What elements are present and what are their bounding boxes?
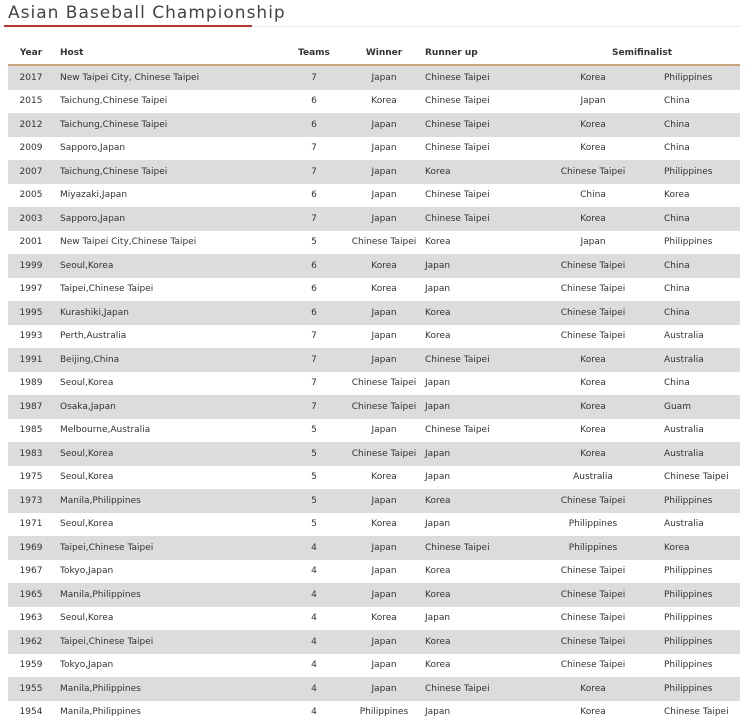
cell-host: Manila,Philippines: [54, 701, 279, 725]
table-row: [8, 90, 740, 114]
cell-semifinalist-1: Philippines: [544, 536, 642, 560]
cell-winner: Japan: [349, 325, 419, 349]
table-row: [8, 160, 740, 184]
header-host: Host: [54, 41, 279, 65]
cell-semifinalist-1: Chinese Taipei: [544, 607, 642, 631]
cell-winner: Korea: [349, 278, 419, 302]
cell-year: 2017: [8, 65, 54, 90]
cell-semifinalist-1: Australia: [544, 466, 642, 490]
cell-host: Sapporo,Japan: [54, 137, 279, 161]
cell-runner-up: Chinese Taipei: [419, 348, 544, 372]
header-row: [8, 41, 740, 65]
table-header: [8, 41, 740, 65]
cell-winner: Korea: [349, 607, 419, 631]
cell-teams: 7: [279, 372, 349, 396]
cell-semifinalist-2: China: [642, 207, 740, 231]
cell-semifinalist-2: Korea: [642, 536, 740, 560]
page-title: Asian Baseball Championship: [8, 3, 286, 23]
cell-teams: 5: [279, 466, 349, 490]
cell-teams: 4: [279, 560, 349, 584]
cell-semifinalist-1: Chinese Taipei: [544, 583, 642, 607]
cell-host: Osaka,Japan: [54, 395, 279, 419]
cell-winner: Japan: [349, 184, 419, 208]
cell-semifinalist-1: China: [544, 184, 642, 208]
table-row: [8, 207, 740, 231]
cell-semifinalist-1: Chinese Taipei: [544, 278, 642, 302]
cell-semifinalist-1: Korea: [544, 372, 642, 396]
cell-semifinalist-1: Korea: [544, 677, 642, 701]
cell-year: 1967: [8, 560, 54, 584]
cell-semifinalist-1: Chinese Taipei: [544, 160, 642, 184]
cell-host: Seoul,Korea: [54, 442, 279, 466]
cell-semifinalist-1: Korea: [544, 137, 642, 161]
cell-semifinalist-2: Philippines: [642, 630, 740, 654]
header-teams: Teams: [279, 41, 349, 65]
cell-winner: Philippines: [349, 701, 419, 725]
table-row: [8, 65, 740, 90]
cell-semifinalist-2: Australia: [642, 325, 740, 349]
cell-runner-up: Korea: [419, 231, 544, 255]
table-row: [8, 184, 740, 208]
cell-winner: Korea: [349, 254, 419, 278]
cell-year: 1985: [8, 419, 54, 443]
cell-host: Tokyo,Japan: [54, 560, 279, 584]
cell-teams: 6: [279, 254, 349, 278]
table-row: [8, 231, 740, 255]
cell-host: Seoul,Korea: [54, 372, 279, 396]
cell-teams: 5: [279, 489, 349, 513]
cell-year: 1983: [8, 442, 54, 466]
cell-year: 1971: [8, 513, 54, 537]
cell-semifinalist-1: Korea: [544, 442, 642, 466]
cell-winner: Korea: [349, 466, 419, 490]
cell-runner-up: Chinese Taipei: [419, 65, 544, 90]
cell-teams: 5: [279, 419, 349, 443]
cell-semifinalist-2: Australia: [642, 419, 740, 443]
cell-teams: 6: [279, 278, 349, 302]
header-year: Year: [8, 41, 54, 65]
cell-winner: Japan: [349, 65, 419, 90]
cell-semifinalist-1: Chinese Taipei: [544, 254, 642, 278]
cell-winner: Japan: [349, 560, 419, 584]
cell-host: Beijing,China: [54, 348, 279, 372]
cell-runner-up: Korea: [419, 583, 544, 607]
cell-winner: Japan: [349, 630, 419, 654]
cell-year: 2003: [8, 207, 54, 231]
cell-semifinalist-2: Korea: [642, 184, 740, 208]
cell-runner-up: Japan: [419, 466, 544, 490]
table-row: [8, 489, 740, 513]
cell-host: Seoul,Korea: [54, 607, 279, 631]
cell-winner: Japan: [349, 113, 419, 137]
cell-runner-up: Japan: [419, 278, 544, 302]
cell-teams: 5: [279, 442, 349, 466]
cell-semifinalist-2: Philippines: [642, 560, 740, 584]
cell-host: Manila,Philippines: [54, 489, 279, 513]
cell-year: 1997: [8, 278, 54, 302]
cell-semifinalist-1: Korea: [544, 419, 642, 443]
cell-year: 2012: [8, 113, 54, 137]
cell-semifinalist-2: China: [642, 113, 740, 137]
cell-winner: Chinese Taipei: [349, 395, 419, 419]
cell-runner-up: Japan: [419, 395, 544, 419]
table-row: [8, 137, 740, 161]
cell-year: 2005: [8, 184, 54, 208]
cell-year: 1969: [8, 536, 54, 560]
cell-teams: 4: [279, 607, 349, 631]
cell-host: Taichung,Chinese Taipei: [54, 90, 279, 114]
cell-host: Manila,Philippines: [54, 583, 279, 607]
cell-year: 1962: [8, 630, 54, 654]
cell-runner-up: Korea: [419, 325, 544, 349]
table-row: [8, 583, 740, 607]
cell-winner: Korea: [349, 90, 419, 114]
cell-runner-up: Japan: [419, 607, 544, 631]
cell-semifinalist-1: Japan: [544, 90, 642, 114]
table-row: [8, 654, 740, 678]
table-row: [8, 372, 740, 396]
cell-year: 2009: [8, 137, 54, 161]
table-row: [8, 348, 740, 372]
cell-year: 1954: [8, 701, 54, 725]
cell-year: 1995: [8, 301, 54, 325]
table-row: [8, 419, 740, 443]
table-row: [8, 301, 740, 325]
cell-semifinalist-2: Philippines: [642, 489, 740, 513]
cell-runner-up: Korea: [419, 301, 544, 325]
cell-winner: Japan: [349, 348, 419, 372]
cell-year: 1963: [8, 607, 54, 631]
table-row: [8, 466, 740, 490]
cell-semifinalist-2: China: [642, 372, 740, 396]
cell-semifinalist-2: Philippines: [642, 607, 740, 631]
cell-year: 2001: [8, 231, 54, 255]
cell-semifinalist-1: Korea: [544, 65, 642, 90]
cell-runner-up: Chinese Taipei: [419, 184, 544, 208]
cell-teams: 4: [279, 701, 349, 725]
table-body: [8, 65, 740, 724]
cell-runner-up: Korea: [419, 489, 544, 513]
cell-semifinalist-1: Chinese Taipei: [544, 301, 642, 325]
cell-runner-up: Korea: [419, 630, 544, 654]
cell-semifinalist-1: Korea: [544, 348, 642, 372]
cell-semifinalist-1: Chinese Taipei: [544, 489, 642, 513]
cell-year: 1975: [8, 466, 54, 490]
cell-runner-up: Chinese Taipei: [419, 137, 544, 161]
cell-runner-up: Chinese Taipei: [419, 113, 544, 137]
cell-teams: 7: [279, 137, 349, 161]
table-row: [8, 278, 740, 302]
cell-semifinalist-2: Australia: [642, 442, 740, 466]
cell-host: Kurashiki,Japan: [54, 301, 279, 325]
cell-year: 1965: [8, 583, 54, 607]
title-bar: [0, 0, 741, 27]
cell-host: Taipei,Chinese Taipei: [54, 278, 279, 302]
cell-semifinalist-2: Philippines: [642, 65, 740, 90]
table-row: [8, 442, 740, 466]
table-row: [8, 607, 740, 631]
cell-teams: 6: [279, 113, 349, 137]
table-row: [8, 325, 740, 349]
cell-semifinalist-2: China: [642, 254, 740, 278]
cell-teams: 7: [279, 325, 349, 349]
cell-semifinalist-2: Philippines: [642, 583, 740, 607]
cell-runner-up: Japan: [419, 701, 544, 725]
cell-winner: Japan: [349, 677, 419, 701]
cell-host: Manila,Philippines: [54, 677, 279, 701]
cell-semifinalist-2: China: [642, 137, 740, 161]
cell-semifinalist-2: Chinese Taipei: [642, 701, 740, 725]
cell-host: New Taipei City,Chinese Taipei: [54, 231, 279, 255]
cell-semifinalist-2: China: [642, 278, 740, 302]
cell-runner-up: Chinese Taipei: [419, 419, 544, 443]
cell-host: New Taipei City, Chinese Taipei: [54, 65, 279, 90]
cell-host: Taipei,Chinese Taipei: [54, 536, 279, 560]
cell-year: 1973: [8, 489, 54, 513]
cell-semifinalist-1: Korea: [544, 207, 642, 231]
cell-runner-up: Japan: [419, 513, 544, 537]
cell-semifinalist-2: Guam: [642, 395, 740, 419]
cell-host: Taichung,Chinese Taipei: [54, 160, 279, 184]
cell-year: 1989: [8, 372, 54, 396]
cell-runner-up: Japan: [419, 372, 544, 396]
cell-semifinalist-2: Australia: [642, 513, 740, 537]
cell-teams: 6: [279, 184, 349, 208]
cell-runner-up: Chinese Taipei: [419, 677, 544, 701]
cell-host: Miyazaki,Japan: [54, 184, 279, 208]
cell-host: Seoul,Korea: [54, 466, 279, 490]
cell-semifinalist-2: Australia: [642, 348, 740, 372]
cell-runner-up: Chinese Taipei: [419, 536, 544, 560]
cell-semifinalist-2: Philippines: [642, 231, 740, 255]
cell-semifinalist-1: Korea: [544, 395, 642, 419]
cell-semifinalist-1: Chinese Taipei: [544, 325, 642, 349]
table-row: [8, 536, 740, 560]
cell-year: 1999: [8, 254, 54, 278]
cell-runner-up: Japan: [419, 254, 544, 278]
cell-winner: Japan: [349, 207, 419, 231]
cell-winner: Japan: [349, 536, 419, 560]
header-runner-up: Runner up: [419, 41, 544, 65]
cell-winner: Japan: [349, 160, 419, 184]
cell-teams: 4: [279, 583, 349, 607]
cell-year: 2007: [8, 160, 54, 184]
cell-semifinalist-1: Philippines: [544, 513, 642, 537]
cell-host: Seoul,Korea: [54, 513, 279, 537]
title-underline: [4, 25, 252, 27]
cell-winner: Japan: [349, 301, 419, 325]
cell-teams: 4: [279, 677, 349, 701]
cell-winner: Japan: [349, 489, 419, 513]
cell-year: 1991: [8, 348, 54, 372]
header-winner: Winner: [349, 41, 419, 65]
cell-winner: Japan: [349, 137, 419, 161]
cell-semifinalist-1: Japan: [544, 231, 642, 255]
header-semifinalist: Semifinalist: [544, 41, 740, 65]
cell-semifinalist-2: Philippines: [642, 677, 740, 701]
cell-year: 1959: [8, 654, 54, 678]
cell-teams: 7: [279, 65, 349, 90]
cell-teams: 5: [279, 231, 349, 255]
cell-teams: 7: [279, 395, 349, 419]
cell-runner-up: Korea: [419, 560, 544, 584]
table-row: [8, 630, 740, 654]
cell-teams: 7: [279, 160, 349, 184]
cell-runner-up: Chinese Taipei: [419, 207, 544, 231]
cell-winner: Japan: [349, 654, 419, 678]
cell-runner-up: Korea: [419, 160, 544, 184]
cell-semifinalist-2: China: [642, 90, 740, 114]
cell-host: Taipei,Chinese Taipei: [54, 630, 279, 654]
cell-teams: 4: [279, 536, 349, 560]
table-row: [8, 560, 740, 584]
cell-host: Perth,Australia: [54, 325, 279, 349]
cell-teams: 5: [279, 513, 349, 537]
cell-semifinalist-2: Chinese Taipei: [642, 466, 740, 490]
table-row: [8, 395, 740, 419]
cell-teams: 7: [279, 207, 349, 231]
table-row: [8, 701, 740, 725]
cell-host: Taichung,Chinese Taipei: [54, 113, 279, 137]
cell-semifinalist-1: Chinese Taipei: [544, 560, 642, 584]
cell-year: 2015: [8, 90, 54, 114]
cell-winner: Japan: [349, 583, 419, 607]
cell-teams: 4: [279, 630, 349, 654]
cell-semifinalist-2: China: [642, 301, 740, 325]
cell-teams: 7: [279, 348, 349, 372]
cell-year: 1987: [8, 395, 54, 419]
cell-year: 1955: [8, 677, 54, 701]
cell-winner: Chinese Taipei: [349, 372, 419, 396]
cell-semifinalist-1: Chinese Taipei: [544, 654, 642, 678]
cell-winner: Japan: [349, 419, 419, 443]
cell-semifinalist-1: Korea: [544, 113, 642, 137]
cell-host: Sapporo,Japan: [54, 207, 279, 231]
cell-teams: 4: [279, 654, 349, 678]
cell-teams: 6: [279, 301, 349, 325]
cell-runner-up: Chinese Taipei: [419, 90, 544, 114]
cell-winner: Korea: [349, 513, 419, 537]
table-row: [8, 254, 740, 278]
table-row: [8, 513, 740, 537]
championship-table: [8, 41, 740, 724]
cell-semifinalist-1: Korea: [544, 701, 642, 725]
cell-winner: Chinese Taipei: [349, 442, 419, 466]
table-row: [8, 677, 740, 701]
cell-host: Seoul,Korea: [54, 254, 279, 278]
cell-year: 1993: [8, 325, 54, 349]
cell-semifinalist-2: Philippines: [642, 654, 740, 678]
cell-host: Tokyo,Japan: [54, 654, 279, 678]
cell-semifinalist-2: Philippines: [642, 160, 740, 184]
table-row: [8, 113, 740, 137]
cell-teams: 6: [279, 90, 349, 114]
cell-runner-up: Korea: [419, 654, 544, 678]
cell-host: Melbourne,Australia: [54, 419, 279, 443]
cell-winner: Chinese Taipei: [349, 231, 419, 255]
cell-runner-up: Japan: [419, 442, 544, 466]
cell-semifinalist-1: Chinese Taipei: [544, 630, 642, 654]
